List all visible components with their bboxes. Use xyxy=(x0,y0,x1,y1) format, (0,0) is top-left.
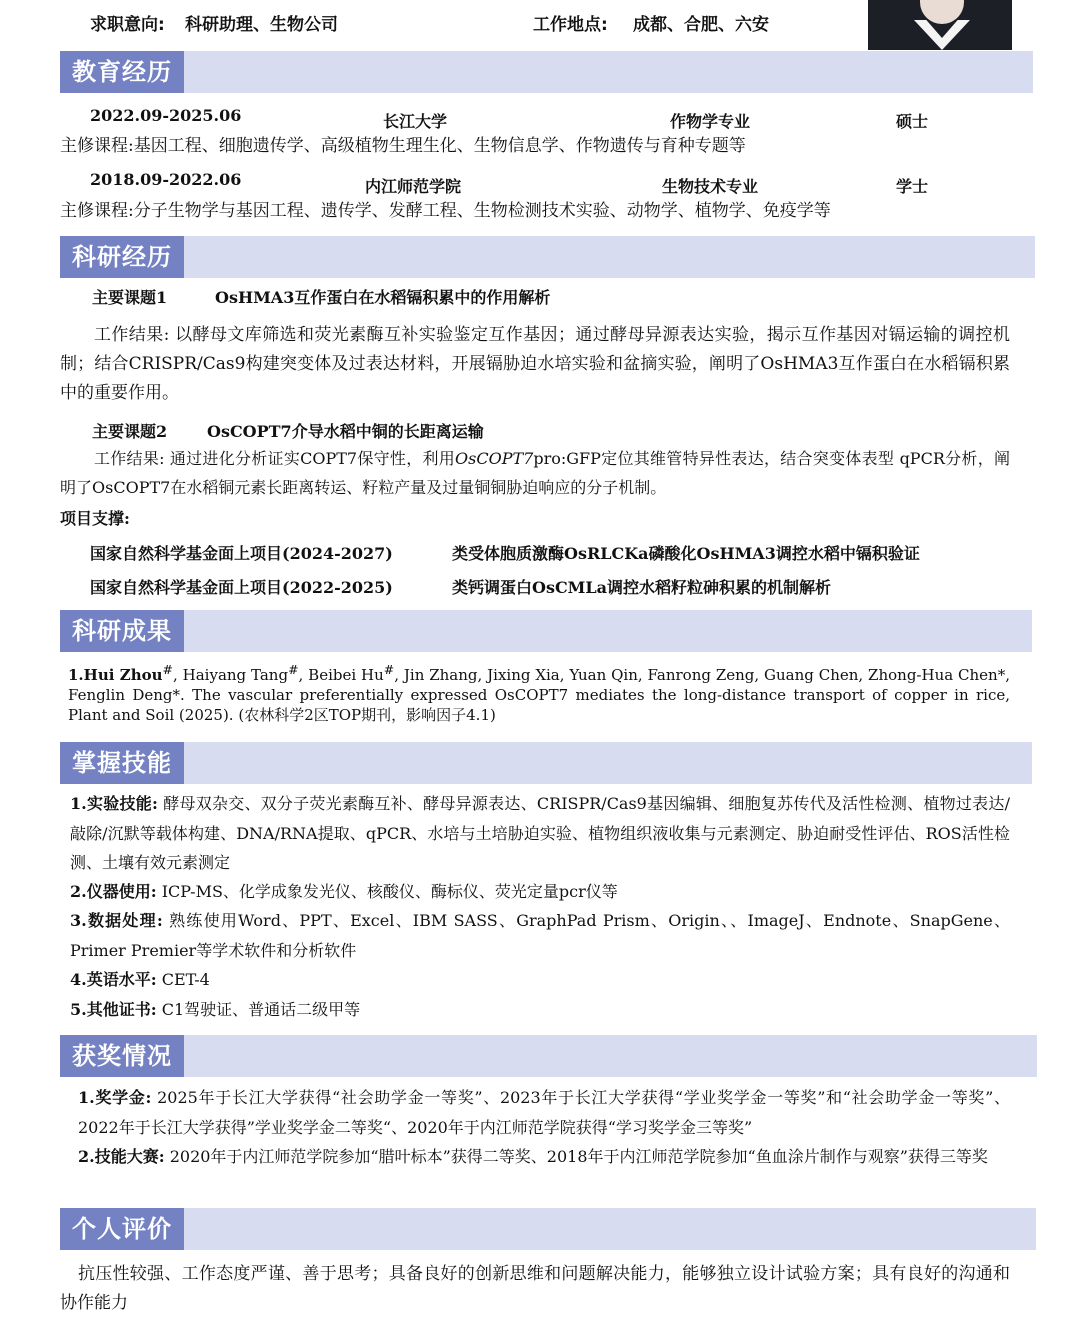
topic2-gene-italic: OsCOPT7 xyxy=(455,449,534,468)
courses-label: 主修课程: xyxy=(60,136,134,156)
edu-period-2: 2018.09-2022.06 xyxy=(90,170,242,189)
profile-photo xyxy=(868,0,1012,50)
pub-sup: # xyxy=(162,662,174,677)
skill-label: 1.实验技能: xyxy=(70,794,158,813)
topic1-label: 主要课题1 xyxy=(92,288,168,307)
award-scholarship xyxy=(78,1083,1010,1142)
job-intention-label: 求职意向: xyxy=(90,15,165,35)
award-label: 2.技能大赛: xyxy=(78,1147,165,1166)
work-location-label: 工作地点: xyxy=(533,15,608,35)
courses-text: 分子生物学与基因工程、遗传学、发酵工程、生物检测技术实验、动物学、植物学、免疫学等 xyxy=(133,201,831,221)
education-section-header xyxy=(60,51,1033,93)
evaluation-text: 抗压性较强、工作态度严谨、善于思考；具备良好的创新思维和问题解决能力，能够独立设计试验方案；具有良好的沟通和协作能力 xyxy=(60,1264,1010,1313)
skill-text: 酵母双杂交、双分子荧光素酶互补、酵母异源表达、CRISPR/Cas9基因编辑、细胞复苏传代及活性检测、植物过表达/敲除/沉默等载体构建、DNA/RNA提取、qPCR、水培与土培胁迫实验、植物组织液收集与元素测定、胁迫耐受性评估、ROS活性检测、土壤有效元素测定 xyxy=(70,794,1010,872)
skill-instrument xyxy=(70,877,1010,907)
evaluation-title: 个人评价 xyxy=(60,1208,184,1250)
topic2-title: OsCOPT7介导水稻中铜的长距离运输 xyxy=(207,422,484,441)
edu-courses-2 xyxy=(60,197,831,226)
work-location-value: 成都、合肥、六安 xyxy=(633,15,769,35)
achievements-section-header xyxy=(60,610,1032,652)
skill-certificates xyxy=(70,995,1010,1025)
achievements-title: 科研成果 xyxy=(60,610,184,652)
project-name-1: 国家自然科学基金面上项目(2024-2027) xyxy=(90,544,393,563)
edu-degree-1: 硕士 xyxy=(896,112,929,131)
pub-first-author: 1.Hui Zhou xyxy=(68,666,163,684)
evaluation-section-header xyxy=(60,1208,1036,1250)
courses-label: 主修课程: xyxy=(60,201,134,221)
topic1-result: 工作结果: 以酵母文库筛选和荧光素酶互补实验鉴定互作基因；通过酵母异源表达实验，揭示互作基因对镉运输的调控机制；结合CRISPR/Cas9构建突变体及过表达材料，开展镉胁迫水培实验和盆摘实验，阐明了OsHMA3互作蛋白在水稻镉积累中的重要作用。 xyxy=(60,325,1010,403)
edu-school-1: 长江大学 xyxy=(383,112,448,131)
topic2-label: 主要课题2 xyxy=(92,422,168,441)
skill-experiment xyxy=(70,789,1010,878)
pub-author: , Haiyang Tang xyxy=(173,666,289,684)
topic2-result-text-cont: pro:GFP定位其维管特异性表达，结合突变体表型 qPCR分析，阐明了OsCOPT7在水稻铜元素长距离转运、籽粒产量及过量铜铜胁迫响应的分子机制。 xyxy=(60,449,1010,497)
award-competition xyxy=(78,1142,1010,1172)
skills-title: 掌握技能 xyxy=(60,742,184,784)
edu-degree-2: 学士 xyxy=(896,177,929,196)
courses-text: 基因工程、细胞遗传学、高级植物生理生化、生物信息学、作物遗传与育种专题等 xyxy=(133,136,746,156)
skill-text: C1驾驶证、普通话二级甲等 xyxy=(156,1000,361,1019)
education-title: 教育经历 xyxy=(60,51,184,93)
skill-text: CET-4 xyxy=(156,970,210,989)
publication-entry xyxy=(68,660,1010,725)
skill-text: ICP-MS、化学成象发光仪、核酸仪、酶标仪、荧光定量pcr仪等 xyxy=(156,882,618,901)
edu-courses-1 xyxy=(60,132,746,161)
skills-section-header xyxy=(60,742,1032,784)
award-text: 2020年于内江师范学院参加“腊叶标本”获得二等奖、2018年于内江师范学院参加“鱼血涂片制作与观察”获得三等奖 xyxy=(164,1147,988,1166)
awards-section-header xyxy=(60,1035,1037,1077)
skill-label: 5.其他证书: xyxy=(70,1000,157,1019)
research-title: 科研经历 xyxy=(60,236,184,278)
edu-school-2: 内江师范学院 xyxy=(365,177,462,196)
edu-major-2: 生物技术专业 xyxy=(662,177,759,196)
topic2-result xyxy=(60,444,1010,502)
edu-major-1: 作物学专业 xyxy=(670,112,751,131)
skill-label: 3.数据处理: xyxy=(70,911,163,930)
job-intention-value: 科研助理、生物公司 xyxy=(185,15,338,35)
research-section-header xyxy=(60,236,1035,278)
topic2-result-text: 工作结果: 通过进化分析证实COPT7保守性，利用 xyxy=(94,449,456,468)
pub-sup: # xyxy=(383,662,395,677)
skill-label: 2.仪器使用: xyxy=(70,882,157,901)
award-text: 2025年于长江大学获得“社会助学金一等奖”、2023年于长江大学获得“学业奖学金一等奖”和“社会助学金一等奖”、2022年于长江大学获得”学业奖学金二等奖“、2020年于内江师范学院获得“学习奖学金三等奖” xyxy=(78,1088,1010,1137)
skill-text: 熟练使用Word、PPT、Excel、IBM SASS、GraphPad Prism、Origin、、ImageJ、Endnote、SnapGene、Primer Premier等学术软件和分析软件 xyxy=(70,911,1010,960)
award-label: 1.奖学金: xyxy=(78,1088,152,1107)
pub-sup: # xyxy=(288,662,299,677)
project-topic-1: 类受体胞质激酶OsRLCKa磷酸化OsHMA3调控水稻中镉积验证 xyxy=(452,544,920,563)
awards-title: 获奖情况 xyxy=(60,1035,184,1077)
project-topic-2: 类钙调蛋白OsCMLa调控水稻籽粒砷积累的机制解析 xyxy=(452,578,832,597)
pub-text: , Jin Zhang, Jixing Xia, Yuan Qin, Fanrong Zeng, Guang Chen, Zhong-Hua Chen*, Fenglin Deng*. The vascular preferentially expressed OsCOPT7 mediates the long-distance transport of copper in rice, Plant and Soil (2025). (农林科学2区TOP期刊，影响因子4.1) xyxy=(68,666,1010,724)
project-support-label: 项目支撑: xyxy=(60,509,130,528)
topic1-title: OsHMA3互作蛋白在水稻镉积累中的作用解析 xyxy=(215,288,551,307)
project-name-2: 国家自然科学基金面上项目(2022-2025) xyxy=(90,578,393,597)
skill-label: 4.英语水平: xyxy=(70,970,157,989)
skill-data xyxy=(70,906,1010,965)
pub-author: , Beibei Hu xyxy=(298,666,384,684)
skill-english xyxy=(70,965,1010,995)
edu-period-1: 2022.09-2025.06 xyxy=(90,106,242,125)
